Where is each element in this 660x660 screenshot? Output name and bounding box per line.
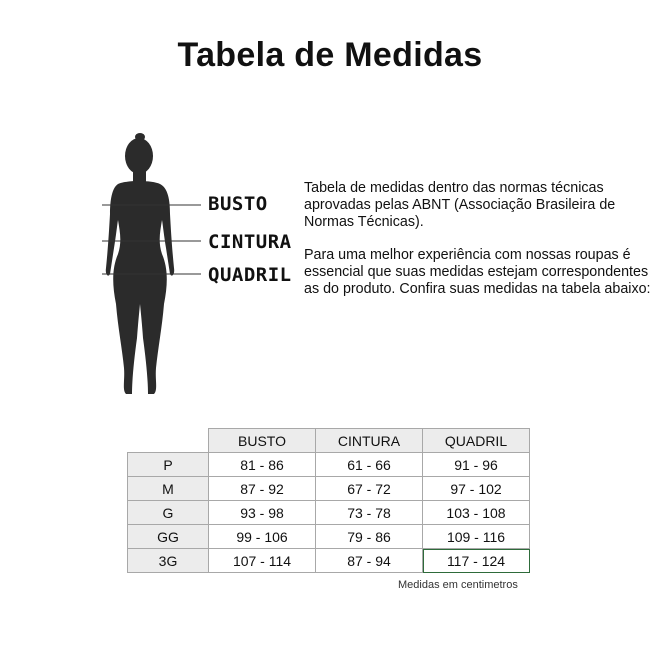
hip-cell: 97 - 102 — [423, 477, 530, 501]
bust-cell: 107 - 114 — [209, 549, 316, 573]
size-cell: 3G — [128, 549, 209, 573]
description-paragraph-1: Tabela de medidas dentro das normas técnicas aprovadas pelas ABNT (Associação Brasileira de Normas Técnicas). — [304, 180, 616, 230]
hip-cell: 109 - 116 — [423, 525, 530, 549]
size-cell: P — [128, 453, 209, 477]
waist-cell: 67 - 72 — [316, 477, 423, 501]
hip-cell: 103 - 108 — [423, 501, 530, 525]
hip-cell: 91 - 96 — [423, 453, 530, 477]
size-cell: G — [128, 501, 209, 525]
table-row — [128, 501, 530, 525]
table-row — [128, 477, 530, 501]
waist-cell: 61 - 66 — [316, 453, 423, 477]
table-row — [128, 453, 530, 477]
bust-label: BUSTO — [208, 193, 268, 215]
column-header-waist: CINTURA — [316, 429, 423, 453]
table-row — [128, 525, 530, 549]
size-cell: GG — [128, 525, 209, 549]
waist-cell: 79 - 86 — [316, 525, 423, 549]
hip-cell-selected[interactable]: 117 - 124 — [423, 549, 530, 573]
table-header-row — [128, 429, 530, 453]
table-corner-cell — [128, 429, 209, 453]
waist-cell: 73 - 78 — [316, 501, 423, 525]
waist-label: CINTURA — [208, 231, 292, 253]
description-paragraph-2: Para uma melhor experiência com nossas roupas é essencial que suas medidas estejam correspondentes as do produto. Confira suas medidas na tabela abaixo: — [304, 247, 651, 297]
bust-cell: 87 - 92 — [209, 477, 316, 501]
bust-cell: 93 - 98 — [209, 501, 316, 525]
size-cell: M — [128, 477, 209, 501]
column-header-hip: QUADRIL — [423, 429, 530, 453]
units-note: Medidas em centimetros — [398, 579, 518, 591]
size-table — [127, 428, 530, 573]
hip-label: QUADRIL — [208, 264, 292, 286]
bust-cell: 81 - 86 — [209, 453, 316, 477]
table-row — [128, 549, 530, 573]
column-header-bust: BUSTO — [209, 429, 316, 453]
page-title: Tabela de Medidas — [177, 36, 483, 74]
description — [304, 180, 654, 298]
bust-cell: 99 - 106 — [209, 525, 316, 549]
waist-cell: 87 - 94 — [316, 549, 423, 573]
